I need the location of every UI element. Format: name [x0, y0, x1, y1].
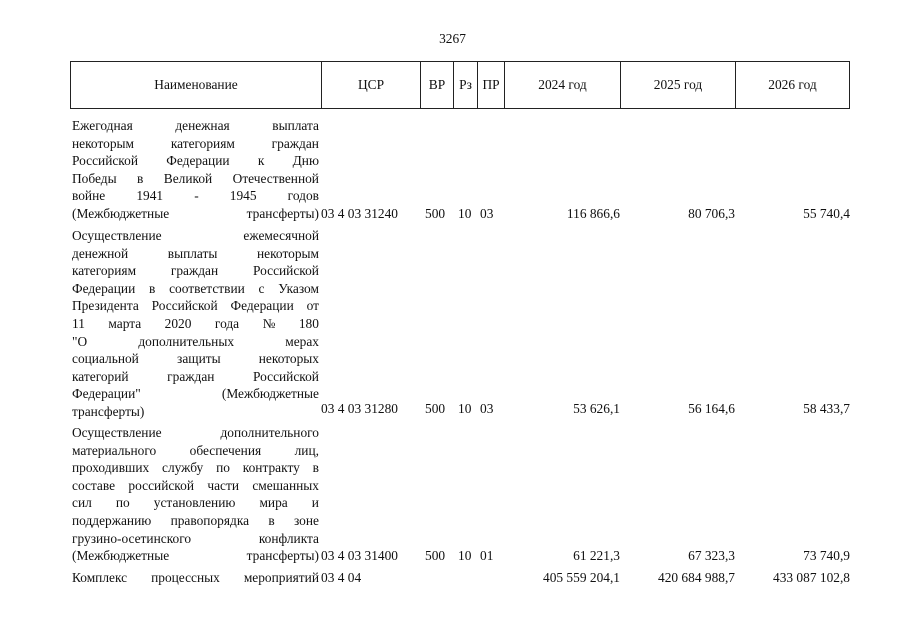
row-2024: 61 221,3	[573, 548, 620, 563]
row-rz: 10	[458, 401, 472, 416]
name-word: смешанных	[252, 477, 319, 493]
name-word: Осуществление	[72, 228, 162, 243]
name-word: лиц,	[294, 442, 319, 458]
row-vr: 500	[425, 401, 446, 416]
name-word: Дню	[292, 153, 319, 169]
row-rz: 10	[458, 206, 472, 221]
name-word: Победы	[72, 170, 117, 186]
name-word: некоторым	[257, 245, 319, 261]
row-2026: 433 087 102,8	[773, 570, 850, 585]
name-word: некоторых	[258, 351, 319, 367]
row-name	[72, 424, 319, 565]
name-word: 180	[298, 315, 319, 331]
name-word: части	[207, 477, 239, 493]
row-2026: 73 740,9	[803, 548, 850, 563]
name-word: контракту	[242, 460, 300, 476]
name-word: и	[311, 495, 319, 511]
name-line	[72, 152, 319, 170]
name-word: Российской	[252, 368, 319, 384]
name-word: поддержанию	[72, 512, 152, 528]
name-word: сил	[72, 495, 92, 511]
name-word: категорий	[72, 368, 129, 384]
name-word: Российской	[151, 298, 218, 314]
name-line	[72, 135, 319, 153]
name-word: по	[216, 460, 230, 476]
name-word: в	[268, 512, 275, 528]
name-word: Ежегодная	[72, 118, 133, 133]
row-2025: 80 706,3	[688, 206, 735, 221]
name-word: материального	[72, 442, 157, 458]
name-word: составе	[72, 477, 116, 493]
name-word: проходивших	[72, 460, 150, 476]
name-word: дополнительного	[220, 425, 319, 440]
name-line	[72, 170, 319, 188]
row-csr: 03 4 03 31280	[321, 401, 398, 416]
header-2025: 2025 год	[621, 62, 736, 108]
name-line	[72, 262, 319, 280]
name-word: выплата	[272, 118, 319, 133]
name-word: Федерации"	[72, 386, 141, 402]
name-word: (Межбюджетные	[221, 386, 319, 402]
row-csr: 03 4 04	[321, 570, 362, 585]
name-line	[72, 512, 319, 530]
name-line	[72, 569, 319, 587]
name-word: 1941	[136, 188, 164, 204]
name-word: грузино-осетинского	[72, 530, 192, 546]
name-word: российской	[128, 477, 194, 493]
name-word: Президента	[72, 298, 139, 314]
name-word: категориям	[72, 263, 137, 279]
name-word: Великой	[163, 170, 213, 186]
row-2024: 116 866,6	[566, 206, 620, 221]
row-name	[72, 227, 319, 421]
name-word: выплаты	[167, 245, 218, 261]
name-word: мира	[259, 495, 288, 511]
header-rz: Рз	[454, 62, 478, 108]
name-word: правопорядка	[170, 512, 250, 528]
name-line	[72, 385, 319, 403]
row-2025: 420 684 988,7	[658, 570, 735, 585]
name-line	[72, 368, 319, 386]
name-line	[72, 297, 319, 315]
name-word: мероприятий	[243, 570, 319, 585]
name-word: Осуществление	[72, 425, 162, 440]
row-rz: 10	[458, 548, 472, 563]
name-line: трансферты)	[72, 403, 145, 419]
row-csr: 03 4 03 31400	[321, 548, 398, 563]
name-line	[72, 245, 319, 263]
name-word: 11	[72, 315, 85, 331]
name-word: конфликта	[258, 530, 319, 546]
row-pr: 03	[480, 206, 494, 221]
name-word: в	[312, 460, 319, 476]
name-word: граждан	[170, 263, 219, 279]
name-word: денежная	[175, 118, 230, 133]
name-word: в	[149, 280, 156, 296]
name-word: Комплекс	[72, 570, 128, 585]
name-line: (Межбюджетные трансферты)	[72, 548, 319, 564]
name-line	[72, 530, 319, 548]
name-word: №	[262, 315, 276, 331]
name-word: с	[258, 280, 265, 296]
header-pr: ПР	[478, 62, 505, 108]
name-word: Российской	[72, 153, 138, 169]
row-2025: 56 164,6	[688, 401, 735, 416]
name-word: граждан	[167, 368, 215, 384]
name-word: от	[306, 298, 319, 314]
header-name: Наименование	[71, 62, 322, 108]
row-name	[72, 569, 319, 587]
name-line: (Межбюджетные трансферты)	[72, 205, 319, 221]
name-line	[72, 280, 319, 298]
row-2026: 58 433,7	[803, 401, 850, 416]
name-word: граждан	[271, 135, 319, 151]
name-word: Отечественной	[232, 170, 319, 186]
name-word: в	[137, 170, 144, 186]
row-2025: 67 323,3	[688, 548, 735, 563]
name-line	[72, 459, 319, 477]
row-vr: 500	[425, 548, 446, 563]
row-pr: 03	[480, 401, 494, 416]
name-word: службу	[162, 460, 204, 476]
name-line	[72, 117, 319, 135]
table-header	[70, 61, 850, 109]
row-vr: 500	[425, 206, 446, 221]
name-line	[72, 424, 319, 442]
name-word: 1945	[229, 188, 257, 204]
row-2026: 55 740,4	[803, 206, 850, 221]
name-line	[72, 227, 319, 245]
name-word: установлению	[153, 495, 236, 511]
name-line	[72, 494, 319, 512]
header-csr: ЦСР	[322, 62, 421, 108]
name-line	[72, 187, 319, 205]
name-word: 2020	[164, 315, 192, 331]
name-line	[72, 333, 319, 351]
name-word: защиты	[177, 351, 221, 367]
name-word: годов	[287, 188, 319, 204]
header-vr: ВР	[421, 62, 454, 108]
name-line	[72, 477, 319, 495]
page-number: 3267	[439, 31, 466, 46]
name-word: мерах	[285, 333, 319, 349]
name-word: Федерации	[166, 153, 230, 169]
name-word: войне	[72, 188, 106, 204]
name-word: Федерации	[230, 298, 294, 314]
name-word: соответствии	[169, 280, 245, 296]
name-line	[72, 442, 319, 460]
name-word: года	[214, 315, 240, 331]
name-line	[72, 350, 319, 368]
name-word: -	[194, 188, 199, 204]
name-word: социальной	[72, 351, 139, 367]
header-2024: 2024 год	[505, 62, 621, 108]
name-word: процессных	[151, 570, 220, 585]
header-2026: 2026 год	[768, 77, 817, 92]
name-word: Федерации	[72, 280, 136, 296]
name-word: дополнительных	[138, 333, 235, 349]
name-word: обеспечения	[189, 442, 262, 458]
name-word: некоторым	[72, 135, 134, 151]
name-word: марта	[108, 315, 142, 331]
name-line	[72, 315, 319, 333]
row-2024: 405 559 204,1	[543, 570, 620, 585]
name-word: денежной	[72, 245, 129, 261]
name-word: Указом	[278, 280, 319, 296]
name-word: по	[115, 495, 130, 511]
name-word: ежемесячной	[243, 228, 319, 243]
name-word: категориям	[170, 135, 235, 151]
row-pr: 01	[480, 548, 494, 563]
row-name	[72, 117, 319, 223]
name-word: "О	[72, 333, 88, 349]
name-word: к	[257, 153, 265, 169]
name-word: зоне	[293, 512, 319, 528]
name-word: Российской	[252, 263, 319, 279]
row-csr: 03 4 03 31240	[321, 206, 398, 221]
row-2024: 53 626,1	[573, 401, 620, 416]
